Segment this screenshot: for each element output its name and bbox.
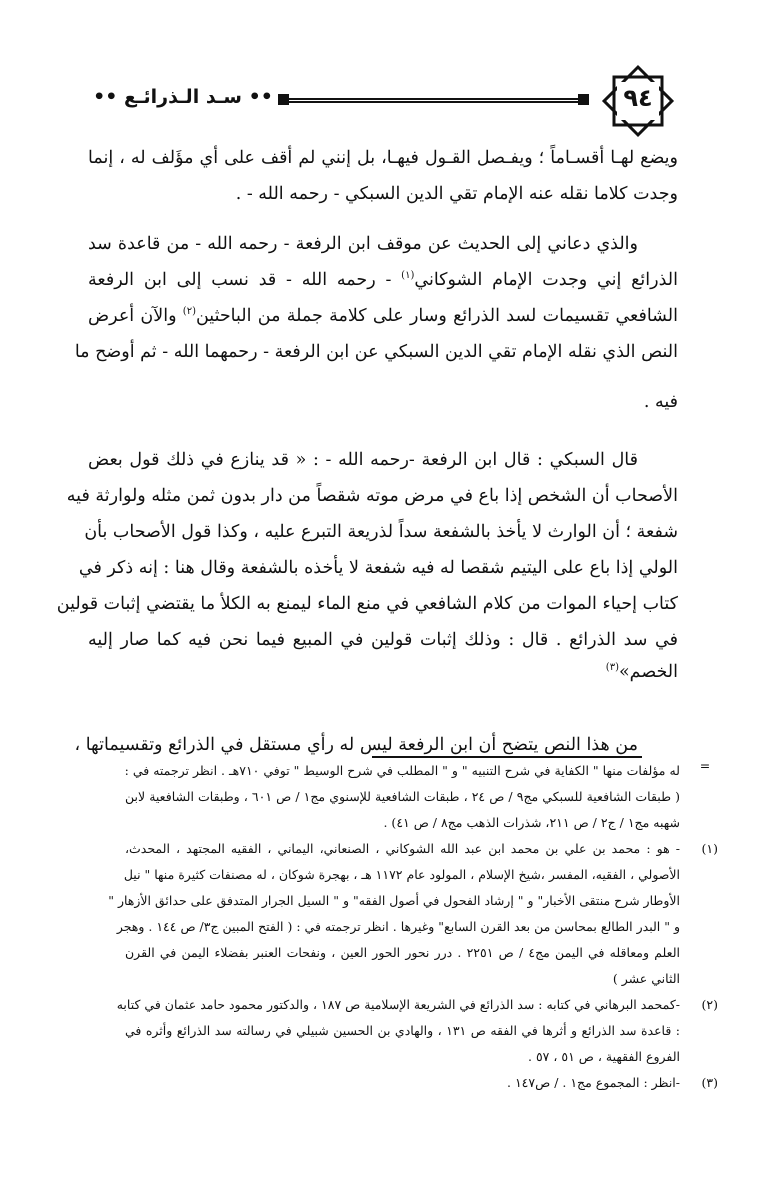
paragraph-1 [88, 140, 678, 212]
footnote-line: شهبه مج١ / ج٢ / ص ٢١١، شذرات الذهب مج٨ / ص ٤١) . [383, 815, 680, 830]
text-line [88, 262, 678, 298]
text-line: شفعة ؛ أن الوارث لا يأخذ بالشفعة سداً لذريعة التبرع عليه ، وكذا قول الأصحاب بأن [84, 522, 678, 542]
page-number-badge [590, 68, 690, 134]
footnote-continued [124, 758, 711, 836]
footnote-ref-3[interactable]: (٣) [605, 662, 619, 674]
text-span: الخصم» [618, 662, 678, 682]
footnote-line: الفروع الفقهية ، ص ٥١ ، ٥٧ . [527, 1049, 680, 1064]
footnote-line: ( طبقات الشافعية للسبكي مج٩ / ص ٢٤ ، طبقات الشافعية للإسنوي مج١ / ص ٦٠١ ، وطبقات الشافعية لابن [125, 789, 680, 804]
text-line: قال السبكي : قال ابن الرفعة -رحمه الله - : « قد ينازع في ذلك قول بعض [88, 450, 638, 470]
footnotes [108, 758, 718, 1096]
footnote-ref-2[interactable]: (٢) [182, 306, 196, 318]
footnote-ref-1[interactable]: (١) [401, 270, 415, 282]
continuation-mark: = [699, 758, 711, 773]
footnote-line: : قاعدة سد الذرائع و أثرها في الفقه ص ١٣١ ، والهادي بن الحسين شبيلي في رسالته سد الذرائع وأثره في [125, 1023, 680, 1038]
footnote-2 [116, 992, 718, 1070]
footnote-1 [108, 836, 718, 992]
text-span: الشافعي تقسيمات لسد الذرائع وسار على كلامة جملة من الباحثين [195, 306, 678, 326]
paragraph-2 [74, 226, 678, 420]
footnote-line: الأوطار شرح منتقى الأخبار" و " إرشاد الفحول في أصول الفقه" و " السيل الجرار المتدفق على حدائق الأزهار " [108, 893, 680, 908]
footnote-3 [125, 1070, 718, 1096]
footnote-number: (٢) [701, 997, 718, 1012]
footnote-line: -كمحمد البرهاني في كتابه : سد الذرائع في الشريعة الإسلامية ص ١٨٧ ، والدكتور محمود حامد عثمان في كتابه [116, 997, 680, 1012]
text-span: والآن أعرض [88, 306, 177, 326]
page-number: ٩٤ [623, 84, 653, 112]
text-line [88, 298, 678, 334]
text-line: ويضع لهـا أقسـاماً ؛ ويفـصل القـول فيهـا، بل إنني لم أقف على أي مؤَلف له ، إنما [88, 148, 678, 168]
footnote-line: الأصولي ، الفقيه، المفسر ،شيخ الإسلام ، المولود عام ١١٧٢ هـ ، بهجرة شوكان ، له مصنفات كثيرة منها " نيل [123, 867, 680, 882]
text-line [88, 658, 678, 686]
text-line: وجدت كلاما نقله عنه الإمام تقي الدين السبكي - رحمه الله - . [235, 184, 678, 204]
footnote-line: - هو : محمد بن علي بن محمد ابن عبد الله الشوكاني ، الصنعاني، اليماني ، الفقيه المجتهد ، المحدث، [125, 841, 680, 856]
footnote-number: (٣) [701, 1075, 718, 1090]
footnote-line: و " البدر الطالع بمحاسن من بعد القرن السابع" وغيرها . انظر ترجمته في : ( الفتح المبين ج٣/ ص ١٤٤ . وهجر [116, 919, 680, 934]
text-line: من هذا النص يتضح أن ابن الرفعة ليس له رأي مستقل في الذرائع وتقسيماتها ، [74, 735, 638, 755]
footnote-number: (١) [701, 841, 718, 856]
header-rule [283, 98, 581, 103]
text-line: النص الذي نقله الإمام تقي الدين السبكي عن ابن الرفعة - رحمهما الله - ثم أوضح ما [74, 342, 678, 362]
rule-end-square [578, 94, 589, 105]
running-title: •• سـد الـذرائـع •• [93, 86, 273, 108]
text-span: - رحمه الله - قد نسب إلى ابن الرفعة [88, 270, 392, 290]
text-span: الذرائع إني وجدت الإمام الشوكاني [414, 270, 678, 290]
text-line: فيه . [643, 392, 678, 412]
text-line: والذي دعاني إلى الحديث عن موقف ابن الرفعة - رحمه الله - من قاعدة سد [88, 234, 638, 254]
footnote-line: العلم ومعاقله في اليمن مج٤ / ص ٢٢٥١ . درر نحور الحور العين ، ونفحات العنبر بفضلاء اليمن في القرن [125, 945, 680, 960]
paragraph-3-quote [56, 442, 678, 686]
footnote-line: له مؤلفات منها " الكفاية في شرح التنبيه " و " المطلب في شرح الوسيط " توفي ٧١٠هـ . انظر ترجمته في : [124, 763, 680, 778]
text-line: كتاب إحياء الموات من كلام الشافعي في منع الماء ليمنع به الكلأ ما يقتضي إثبات قولين [56, 594, 678, 614]
text-line: الأصحاب أن الشخص إذا باع في مرض موته شقصاً من دار بدون ثمن مثله ولوارثة فيه [66, 486, 678, 506]
footnote-line: الثاني عشر ) [612, 971, 680, 986]
footnote-line: -انظر : المجموع مج١ . / ص١٤٧ . [507, 1075, 680, 1090]
text-line: الولي إذا باع على اليتيم شقصا له فيه شفعة لا يأخذه بالشفعة وقال هنا : إنه ذكر في [78, 558, 678, 578]
text-line: في سد الذرائع . قال : وذلك إثبات قولين في المبيع فيما نحن فيه كما صار إليه [88, 630, 678, 650]
